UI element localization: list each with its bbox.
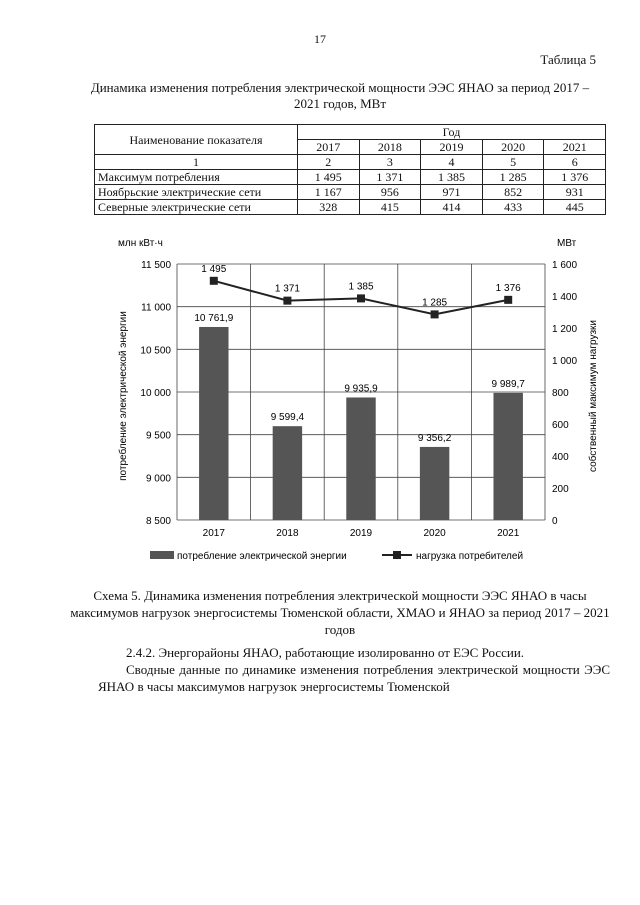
legend-bar-label: потребление электрической энергии bbox=[177, 551, 347, 562]
right-axis-title: собственный максимум нагрузки bbox=[588, 320, 599, 472]
line-marker bbox=[357, 294, 365, 302]
right-tick-label: 1 200 bbox=[552, 324, 578, 335]
schema-caption: Схема 5. Динамика изменения потребления электрической мощности ЭЭС ЯНАО в часы максимумов нагрузок энергосистемы Тюменской области, ХМАО и ЯНАО за период 2017 – 2021 годов bbox=[70, 588, 610, 637]
legend-line-marker bbox=[393, 551, 401, 559]
x-tick-label: 2019 bbox=[349, 528, 373, 539]
table-cell: 956 bbox=[359, 185, 421, 200]
table-row bbox=[95, 170, 606, 185]
header-year-cell: 2021 bbox=[544, 140, 606, 155]
bar-data-label: 9 989,7 bbox=[491, 378, 525, 390]
line-marker bbox=[210, 277, 218, 285]
consumption-table bbox=[94, 124, 606, 215]
x-tick-label: 2017 bbox=[202, 528, 225, 539]
line-data-label: 1 371 bbox=[274, 283, 300, 295]
column-number: 1 bbox=[95, 155, 298, 170]
table-cell: 852 bbox=[482, 185, 544, 200]
bar-data-label: 9 935,9 bbox=[344, 383, 378, 395]
right-tick-label: 1 400 bbox=[552, 292, 578, 303]
table-cell: 1 285 bbox=[482, 170, 544, 185]
line-data-label: 1 495 bbox=[201, 263, 227, 275]
left-tick-label: 10 500 bbox=[140, 345, 171, 357]
left-tick-label: 9 500 bbox=[145, 430, 171, 442]
table-cell: 1 371 bbox=[359, 170, 421, 185]
legend-line-label: нагрузка потребителей bbox=[416, 551, 524, 562]
table-row bbox=[95, 185, 606, 200]
page-number: 17 bbox=[314, 32, 326, 46]
header-year-cell: 2019 bbox=[421, 140, 483, 155]
header-year-cell: 2017 bbox=[298, 140, 360, 155]
section-body: Сводные данные по динамике изменения потребления электрической мощности ЭЭС ЯНАО в часы максимумов нагрузок энергосистемы Тюменской bbox=[98, 662, 610, 694]
header-year-cell: 2018 bbox=[359, 140, 421, 155]
chart-svg bbox=[100, 230, 620, 575]
table-caption: Таблица 5 bbox=[540, 52, 596, 67]
line-marker bbox=[504, 296, 512, 304]
table-cell: 971 bbox=[421, 185, 483, 200]
bar bbox=[493, 393, 522, 520]
line-data-label: 1 376 bbox=[495, 282, 521, 294]
table-cell: 931 bbox=[544, 185, 606, 200]
table-cell: 1 167 bbox=[298, 185, 360, 200]
bar-data-label: 10 761,9 bbox=[194, 312, 234, 324]
legend-bar-swatch bbox=[150, 551, 174, 559]
table-cell: 1 376 bbox=[544, 170, 606, 185]
line-data-label: 1 285 bbox=[422, 297, 448, 309]
table-cell: 1 495 bbox=[298, 170, 360, 185]
left-tick-label: 8 500 bbox=[145, 516, 171, 527]
table-title: Динамика изменения потребления электрической мощности ЭЭС ЯНАО за период 2017 – 2021 годов, МВт bbox=[90, 80, 590, 111]
header-indicator-name: Наименование показателя bbox=[95, 125, 298, 155]
left-tick-label: 9 000 bbox=[145, 473, 171, 485]
left-axis-title: потребление электрической энергии bbox=[118, 311, 129, 481]
right-tick-label: 800 bbox=[552, 388, 569, 399]
section-heading: 2.4.2. Энергорайоны ЯНАО, работающие изолированно от ЕЭС России. bbox=[126, 645, 525, 660]
table-cell: 433 bbox=[482, 200, 544, 215]
right-tick-label: 200 bbox=[552, 484, 569, 495]
x-tick-label: 2020 bbox=[423, 528, 446, 539]
right-tick-label: 0 bbox=[552, 516, 558, 527]
left-axis-unit: млн кВт·ч bbox=[118, 238, 163, 249]
bar bbox=[199, 327, 228, 520]
header-year-cell: 2020 bbox=[482, 140, 544, 155]
right-tick-label: 400 bbox=[552, 452, 569, 463]
table-cell: 1 385 bbox=[421, 170, 483, 185]
column-number: 5 bbox=[482, 155, 544, 170]
bar bbox=[273, 426, 302, 520]
bar-data-label: 9 599,4 bbox=[270, 412, 305, 424]
column-number: 3 bbox=[359, 155, 421, 170]
left-tick-label: 11 000 bbox=[141, 302, 171, 314]
x-tick-label: 2021 bbox=[497, 528, 520, 539]
table-cell: 328 bbox=[298, 200, 360, 215]
x-tick-label: 2018 bbox=[276, 528, 299, 539]
column-number: 2 bbox=[298, 155, 360, 170]
column-number: 4 bbox=[421, 155, 483, 170]
row-name: Максимум потребления bbox=[95, 170, 298, 185]
bar bbox=[346, 397, 375, 520]
column-number: 6 bbox=[544, 155, 606, 170]
line-marker bbox=[431, 310, 439, 318]
right-axis-unit: МВт bbox=[557, 238, 577, 249]
right-tick-label: 1 000 bbox=[552, 356, 578, 367]
row-name: Северные электрические сети bbox=[95, 200, 298, 215]
table-cell: 445 bbox=[544, 200, 606, 215]
line-marker bbox=[283, 297, 291, 305]
consumption-chart bbox=[100, 230, 620, 575]
right-tick-label: 1 600 bbox=[552, 260, 578, 271]
right-tick-label: 600 bbox=[552, 420, 569, 431]
left-tick-label: 10 000 bbox=[140, 388, 171, 399]
table-cell: 414 bbox=[421, 200, 483, 215]
line-data-label: 1 385 bbox=[348, 281, 374, 293]
bar-data-label: 9 356,2 bbox=[417, 432, 452, 444]
header-year: Год bbox=[298, 125, 606, 140]
row-name: Ноябрьские электрические сети bbox=[95, 185, 298, 200]
table-cell: 415 bbox=[359, 200, 421, 215]
bar bbox=[420, 447, 449, 520]
left-tick-label: 11 500 bbox=[141, 260, 171, 271]
table-row bbox=[95, 200, 606, 215]
